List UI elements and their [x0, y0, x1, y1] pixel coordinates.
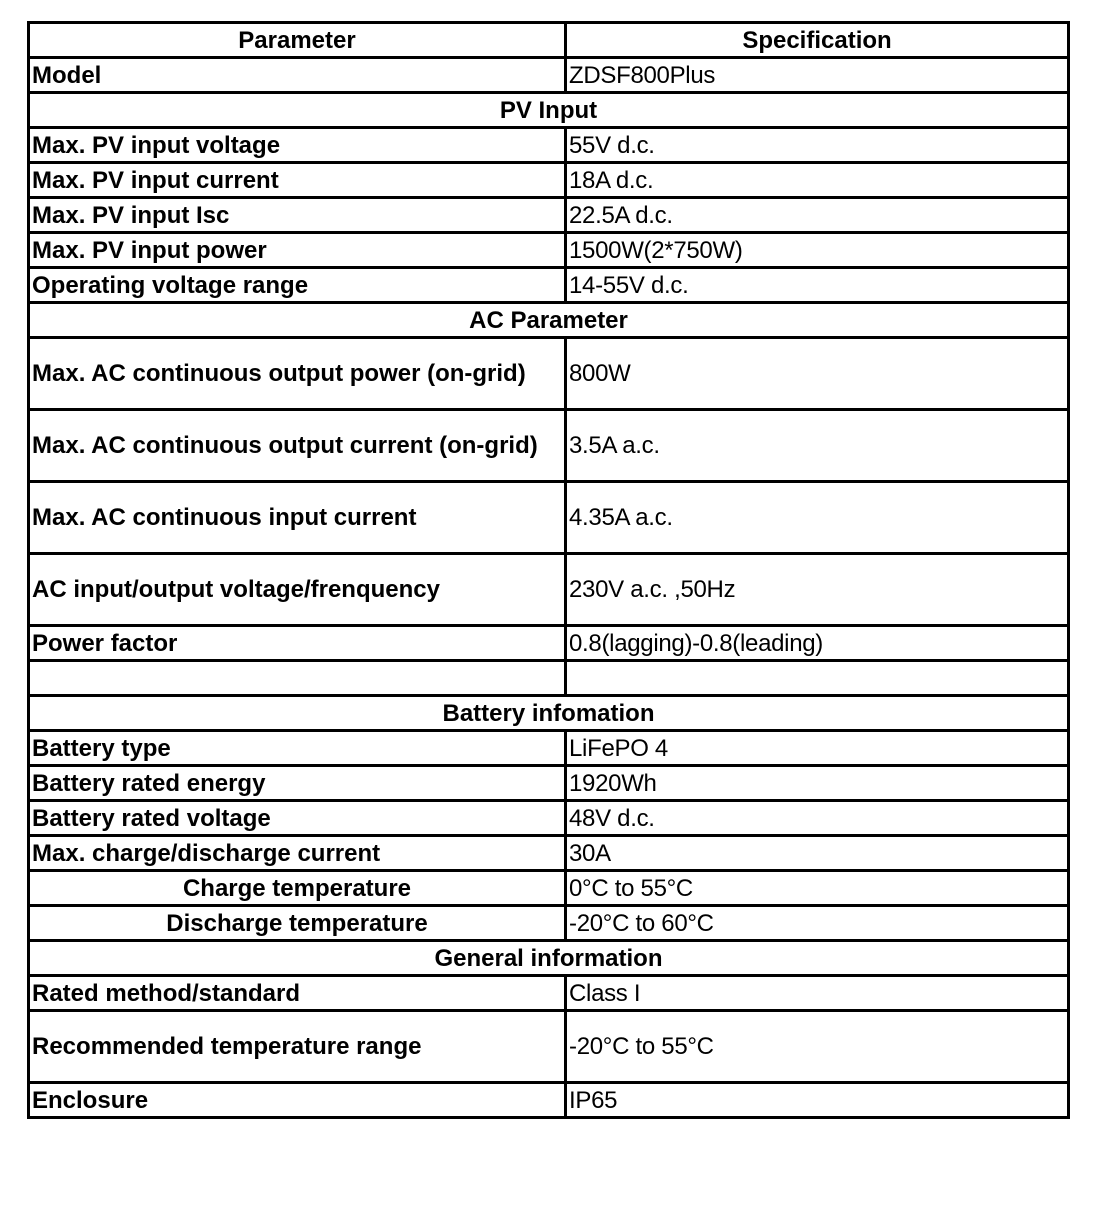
table-row — [29, 268, 1069, 303]
specification-cell: 1920Wh — [566, 766, 1069, 801]
specification-cell: 800W — [566, 338, 1069, 410]
table-row — [29, 128, 1069, 163]
header-specification: Specification — [566, 23, 1069, 58]
parameter-cell: Battery rated voltage — [29, 801, 566, 836]
section-title: General information — [29, 941, 1069, 976]
specification-cell: -20°C to 55°C — [566, 1011, 1069, 1083]
specification-cell: ZDSF800Plus — [566, 58, 1069, 93]
specification-cell: IP65 — [566, 1083, 1069, 1118]
parameter-cell: Power factor — [29, 626, 566, 661]
parameter-cell: Enclosure — [29, 1083, 566, 1118]
specification-cell: 55V d.c. — [566, 128, 1069, 163]
specification-cell — [566, 661, 1069, 696]
specification-cell: -20°C to 60°C — [566, 906, 1069, 941]
parameter-cell: Max. AC continuous output current (on-grid) — [29, 410, 566, 482]
header-parameter: Parameter — [29, 23, 566, 58]
specification-cell: 48V d.c. — [566, 801, 1069, 836]
section-row — [29, 696, 1069, 731]
table-row — [29, 731, 1069, 766]
parameter-cell: Charge temperature — [29, 871, 566, 906]
parameter-cell: Max. AC continuous output power (on-grid) — [29, 338, 566, 410]
table-row — [29, 976, 1069, 1011]
section-row — [29, 93, 1069, 128]
table-row — [29, 871, 1069, 906]
specification-cell: 14-55V d.c. — [566, 268, 1069, 303]
table-row — [29, 410, 1069, 482]
parameter-cell: AC input/output voltage/frenquency — [29, 554, 566, 626]
table-row — [29, 482, 1069, 554]
section-row — [29, 303, 1069, 338]
table-row — [29, 766, 1069, 801]
specification-cell: 1500W(2*750W) — [566, 233, 1069, 268]
parameter-cell: Max. AC continuous input current — [29, 482, 566, 554]
table-row — [29, 554, 1069, 626]
section-row — [29, 941, 1069, 976]
section-title: PV Input — [29, 93, 1069, 128]
parameter-cell — [29, 661, 566, 696]
parameter-cell: Max. charge/discharge current — [29, 836, 566, 871]
table-row — [29, 626, 1069, 661]
section-title: AC Parameter — [29, 303, 1069, 338]
specification-cell: 22.5A d.c. — [566, 198, 1069, 233]
parameter-cell: Recommended temperature range — [29, 1011, 566, 1083]
section-title: Battery infomation — [29, 696, 1069, 731]
table-row — [29, 163, 1069, 198]
table-row — [29, 338, 1069, 410]
specification-cell: LiFePO 4 — [566, 731, 1069, 766]
table-row — [29, 1083, 1069, 1118]
parameter-cell: Operating voltage range — [29, 268, 566, 303]
table-row — [29, 906, 1069, 941]
specification-cell: 230V a.c. ,50Hz — [566, 554, 1069, 626]
table-row — [29, 801, 1069, 836]
specification-cell: 3.5A a.c. — [566, 410, 1069, 482]
table-header-row — [29, 23, 1069, 58]
parameter-cell: Battery rated energy — [29, 766, 566, 801]
specification-cell: 4.35A a.c. — [566, 482, 1069, 554]
parameter-cell: Max. PV input power — [29, 233, 566, 268]
table-row — [29, 58, 1069, 93]
parameter-cell: Discharge temperature — [29, 906, 566, 941]
table-row — [29, 198, 1069, 233]
specification-cell: 0.8(lagging)-0.8(leading) — [566, 626, 1069, 661]
specification-cell: 18A d.c. — [566, 163, 1069, 198]
parameter-cell: Battery type — [29, 731, 566, 766]
specification-table — [27, 21, 1070, 1119]
parameter-cell: Max. PV input current — [29, 163, 566, 198]
parameter-cell: Model — [29, 58, 566, 93]
specification-cell: Class I — [566, 976, 1069, 1011]
parameter-cell: Rated method/standard — [29, 976, 566, 1011]
specification-cell: 30A — [566, 836, 1069, 871]
specification-cell: 0°C to 55°C — [566, 871, 1069, 906]
table-row — [29, 233, 1069, 268]
parameter-cell: Max. PV input Isc — [29, 198, 566, 233]
table-row — [29, 661, 1069, 696]
table-row — [29, 836, 1069, 871]
parameter-cell: Max. PV input voltage — [29, 128, 566, 163]
table-row — [29, 1011, 1069, 1083]
